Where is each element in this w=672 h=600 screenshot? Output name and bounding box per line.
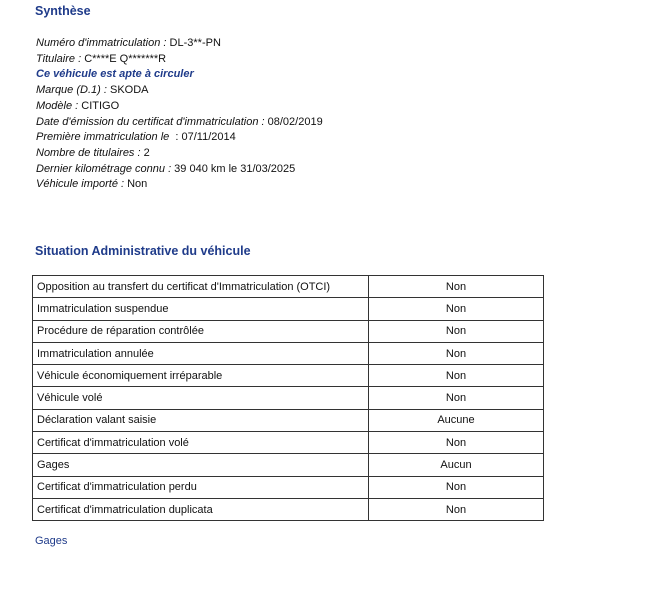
table-row xyxy=(33,498,544,520)
info-line-registration-number xyxy=(36,36,323,52)
roadworthy-status: Ce véhicule est apte à circuler xyxy=(36,68,194,81)
table-row xyxy=(33,276,544,298)
row-value: Non xyxy=(369,320,544,342)
row-value: Non xyxy=(369,342,544,364)
info-label: Numéro d'immatriculation : xyxy=(36,37,167,49)
row-value: Non xyxy=(369,432,544,454)
table-row xyxy=(33,320,544,342)
table-row xyxy=(33,454,544,476)
info-label: Nombre de titulaires : xyxy=(36,146,141,159)
info-value: DL-3**-PN xyxy=(166,37,221,49)
info-line-model xyxy=(36,99,323,115)
info-label: Titulaire : xyxy=(36,52,82,65)
table-row xyxy=(33,387,544,409)
synthese-title: Synthèse xyxy=(35,4,91,18)
row-label: Opposition au transfert du certificat d'Immatriculation (OTCI) xyxy=(33,276,369,298)
info-value: Non xyxy=(124,178,148,191)
info-label: Dernier kilométrage connu : xyxy=(36,162,172,175)
info-line-imported xyxy=(36,177,323,193)
row-label: Certificat d'immatriculation duplicata xyxy=(33,498,369,520)
info-line-roadworthy-status xyxy=(36,67,323,83)
row-value: Non xyxy=(369,498,544,520)
table-row xyxy=(33,365,544,387)
info-value: 08/02/2019 xyxy=(264,115,323,128)
info-label: Date d'émission du certificat d'immatriculation : xyxy=(36,115,265,128)
row-label: Procédure de réparation contrôlée xyxy=(33,320,369,342)
row-label: Certificat d'immatriculation volé xyxy=(33,432,369,454)
info-line-holder-count xyxy=(36,146,323,162)
row-label: Déclaration valant saisie xyxy=(33,409,369,431)
info-line-brand xyxy=(36,83,323,99)
row-label: Certificat d'immatriculation perdu xyxy=(33,476,369,498)
row-value: Non xyxy=(369,387,544,409)
row-value: Non xyxy=(369,365,544,387)
info-value: SKODA xyxy=(106,84,149,97)
row-label: Gages xyxy=(33,454,369,476)
info-label: Première immatriculation le xyxy=(36,131,170,144)
info-label: Modèle : xyxy=(36,99,79,112)
gages-link[interactable]: Gages xyxy=(35,535,68,547)
info-value: 39 040 km le 31/03/2025 xyxy=(171,162,296,175)
table-row xyxy=(33,476,544,498)
admin-situation-table xyxy=(32,275,544,521)
synthese-info xyxy=(36,36,323,193)
info-label: Véhicule importé : xyxy=(36,178,125,191)
row-label: Véhicule volé xyxy=(33,387,369,409)
row-label: Immatriculation suspendue xyxy=(33,298,369,320)
admin-situation-title: Situation Administrative du véhicule xyxy=(35,244,251,258)
row-value: Non xyxy=(369,298,544,320)
info-line-mileage xyxy=(36,162,323,178)
row-value: Non xyxy=(369,476,544,498)
info-line-holder xyxy=(36,52,323,68)
table-row xyxy=(33,342,544,364)
info-line-certificate-date xyxy=(36,115,323,131)
row-value: Non xyxy=(369,276,544,298)
info-label: Marque (D.1) : xyxy=(36,84,107,97)
row-label: Immatriculation annulée xyxy=(33,342,369,364)
info-value: CITIGO xyxy=(78,99,120,112)
table-row xyxy=(33,298,544,320)
row-value: Aucun xyxy=(369,454,544,476)
info-line-first-registration xyxy=(36,130,323,146)
table-row xyxy=(33,432,544,454)
table-row xyxy=(33,409,544,431)
info-value: C****E Q*******R xyxy=(81,52,167,65)
info-value: : 07/11/2014 xyxy=(169,131,236,144)
row-value: Aucune xyxy=(369,409,544,431)
row-label: Véhicule économiquement irréparable xyxy=(33,365,369,387)
info-value: 2 xyxy=(140,146,150,159)
